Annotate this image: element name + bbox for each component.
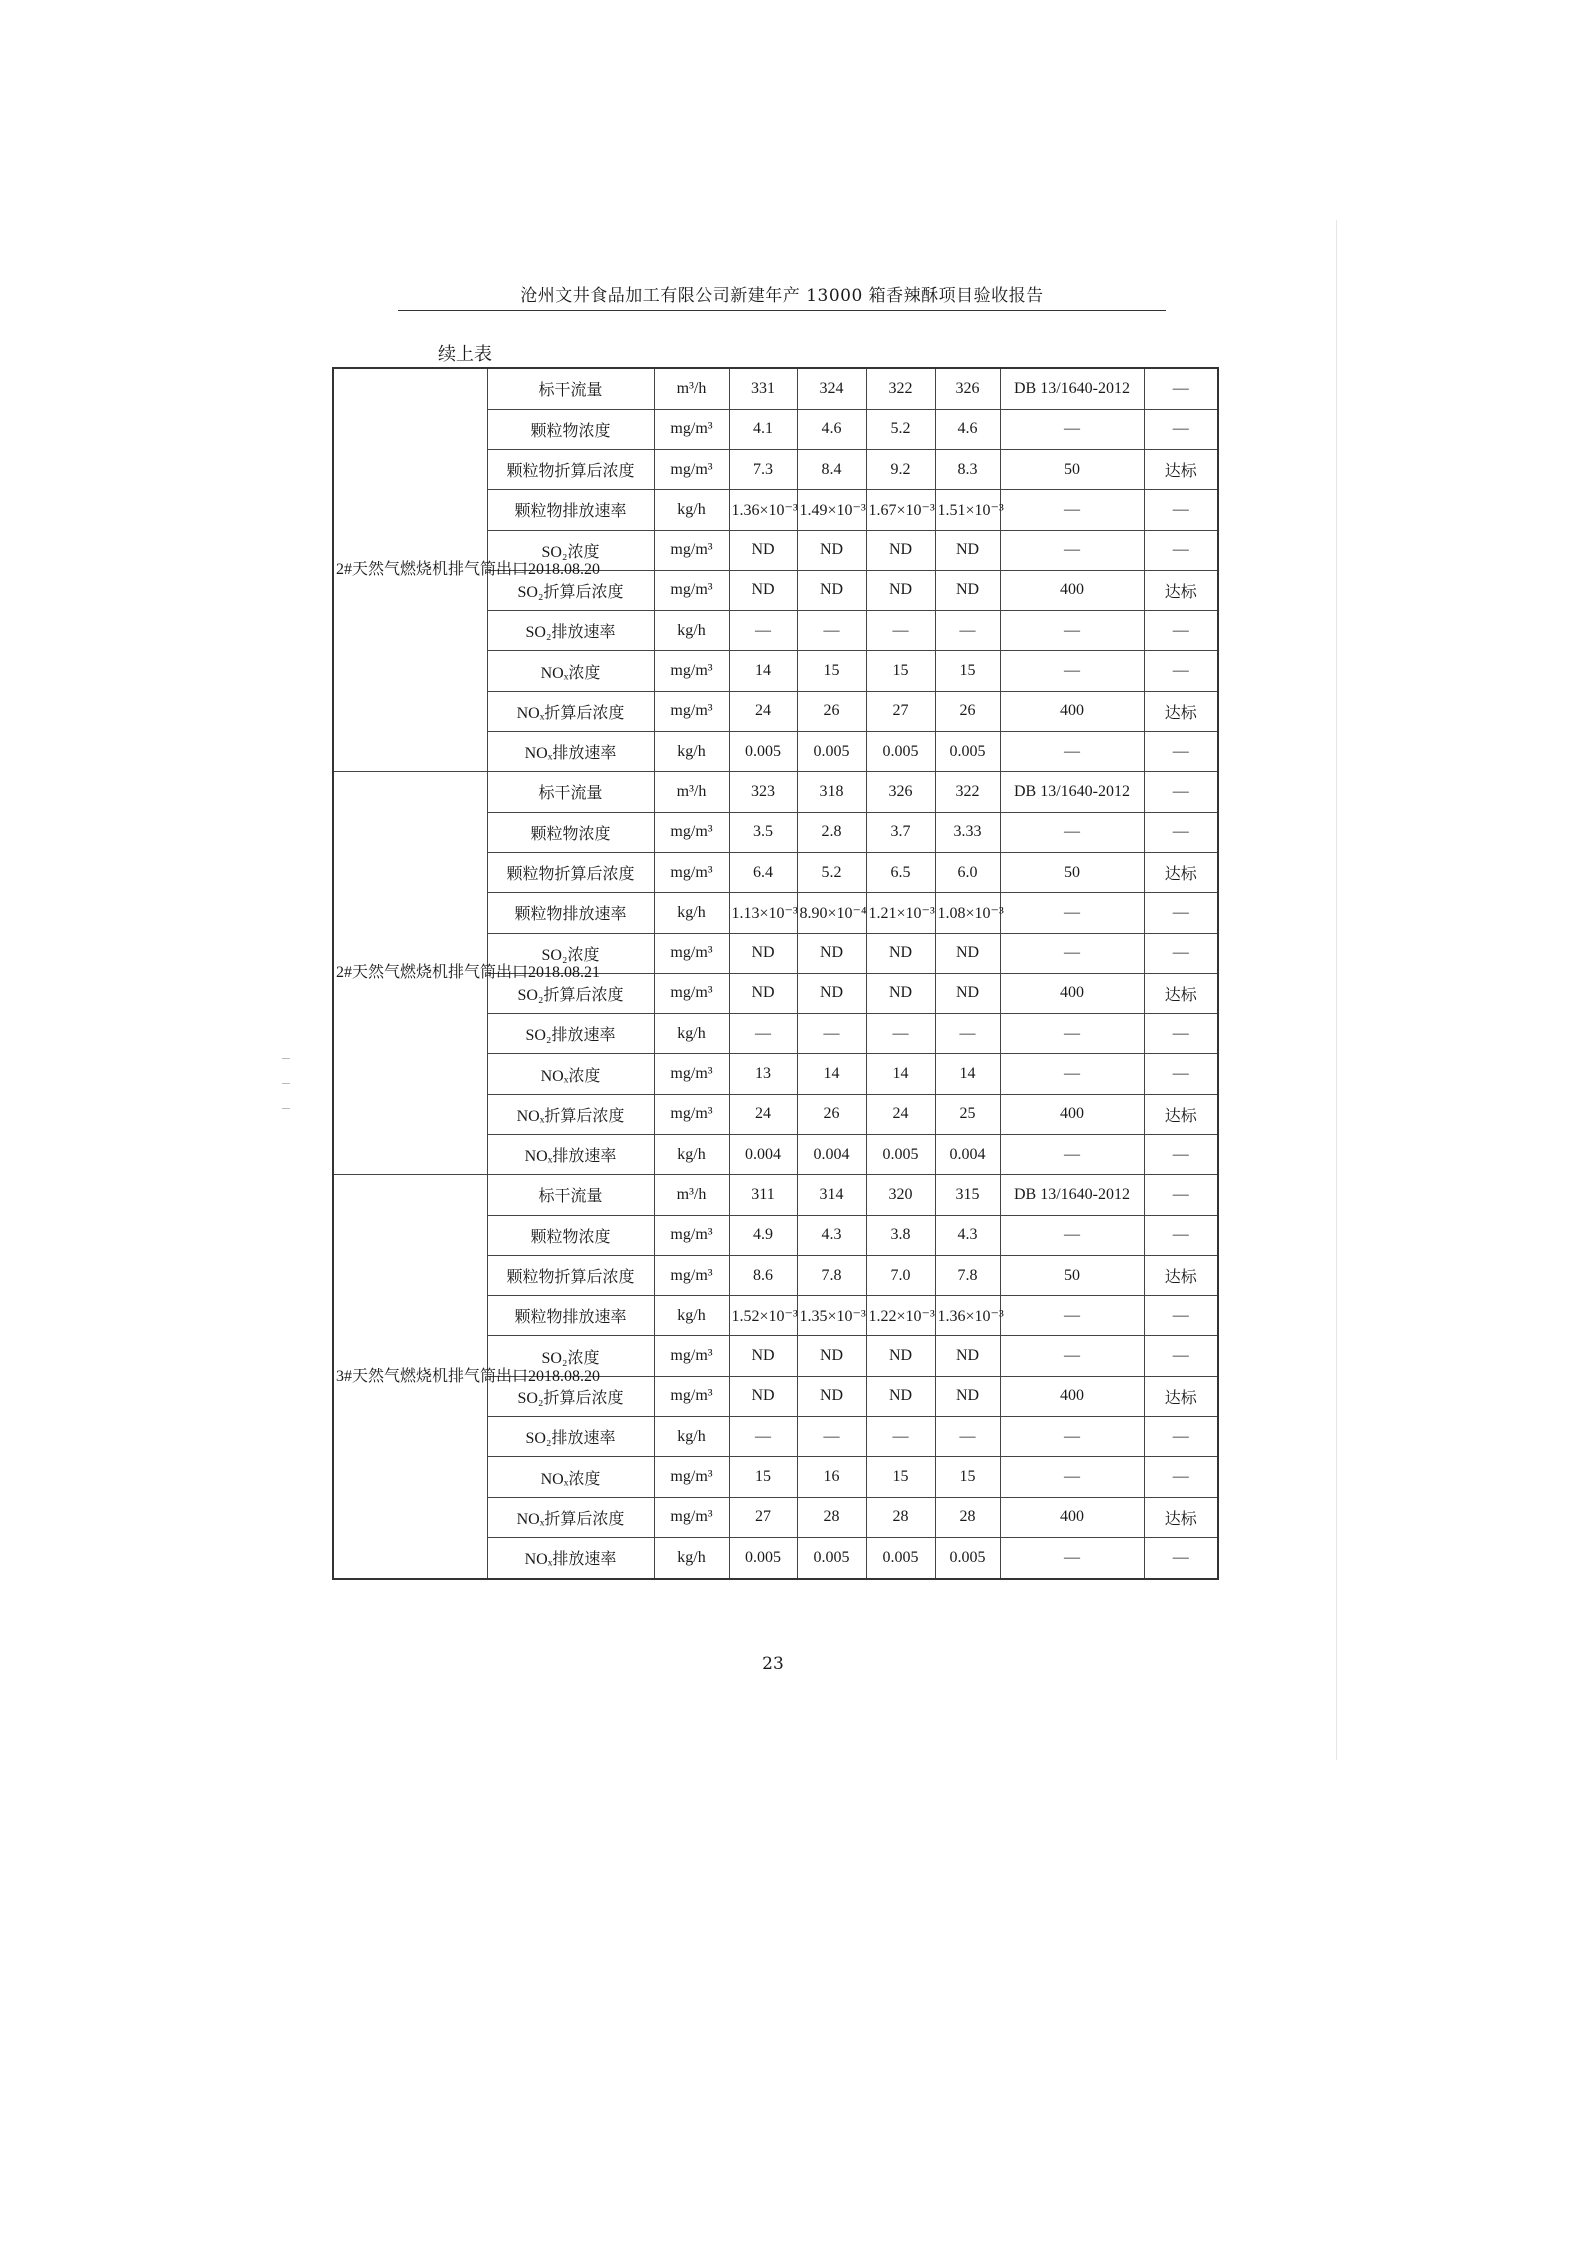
parameter-cell: NOₓ折算后浓度 bbox=[487, 691, 654, 731]
value-cell: 1.13×10⁻³ bbox=[729, 893, 797, 933]
result-cell: — bbox=[1144, 1537, 1218, 1579]
parameter-cell: 标干流量 bbox=[487, 368, 654, 409]
value-cell: 1.36×10⁻³ bbox=[935, 1296, 1000, 1336]
value-cell: 3.33 bbox=[935, 812, 1000, 852]
value-cell: 326 bbox=[866, 772, 935, 812]
result-cell: 达标 bbox=[1144, 691, 1218, 731]
value-cell: ND bbox=[797, 1376, 866, 1416]
value-cell: ND bbox=[866, 530, 935, 570]
value-cell: 1.21×10⁻³ bbox=[866, 893, 935, 933]
value-cell: 1.22×10⁻³ bbox=[866, 1296, 935, 1336]
limit-cell: — bbox=[1000, 1417, 1144, 1457]
limit-cell: 400 bbox=[1000, 973, 1144, 1013]
result-cell: — bbox=[1144, 1215, 1218, 1255]
value-cell: 15 bbox=[866, 651, 935, 691]
value-cell: 15 bbox=[935, 651, 1000, 691]
limit-cell: — bbox=[1000, 651, 1144, 691]
unit-cell: mg/m³ bbox=[654, 1094, 729, 1134]
value-cell: 7.8 bbox=[935, 1255, 1000, 1295]
limit-cell: — bbox=[1000, 490, 1144, 530]
value-cell: ND bbox=[935, 933, 1000, 973]
result-cell: — bbox=[1144, 530, 1218, 570]
value-cell: 3.7 bbox=[866, 812, 935, 852]
value-cell: 311 bbox=[729, 1175, 797, 1215]
limit-cell: — bbox=[1000, 1054, 1144, 1094]
unit-cell: kg/h bbox=[654, 893, 729, 933]
value-cell: 27 bbox=[866, 691, 935, 731]
value-cell: 5.2 bbox=[797, 852, 866, 892]
value-cell: — bbox=[866, 1014, 935, 1054]
parameter-cell: SO₂浓度 bbox=[487, 933, 654, 973]
value-cell: ND bbox=[729, 973, 797, 1013]
value-cell: ND bbox=[935, 1376, 1000, 1416]
value-cell: 314 bbox=[797, 1175, 866, 1215]
value-cell: 4.1 bbox=[729, 409, 797, 449]
result-cell: 达标 bbox=[1144, 449, 1218, 489]
unit-cell: kg/h bbox=[654, 1296, 729, 1336]
unit-cell: mg/m³ bbox=[654, 852, 729, 892]
value-cell: 4.3 bbox=[797, 1215, 866, 1255]
result-cell: — bbox=[1144, 812, 1218, 852]
value-cell: ND bbox=[797, 973, 866, 1013]
parameter-cell: SO₂折算后浓度 bbox=[487, 973, 654, 1013]
value-cell: — bbox=[797, 611, 866, 651]
limit-cell: DB 13/1640-2012 bbox=[1000, 1175, 1144, 1215]
unit-cell: mg/m³ bbox=[654, 812, 729, 852]
value-cell: — bbox=[935, 1014, 1000, 1054]
value-cell: 24 bbox=[729, 1094, 797, 1134]
value-cell: 8.90×10⁻⁴ bbox=[797, 893, 866, 933]
result-cell: — bbox=[1144, 1336, 1218, 1376]
parameter-cell: 颗粒物折算后浓度 bbox=[487, 1255, 654, 1295]
limit-cell: — bbox=[1000, 1014, 1144, 1054]
value-cell: 8.3 bbox=[935, 449, 1000, 489]
unit-cell: mg/m³ bbox=[654, 933, 729, 973]
unit-cell: mg/m³ bbox=[654, 1497, 729, 1537]
value-cell: 0.004 bbox=[935, 1134, 1000, 1174]
table-row bbox=[333, 1175, 1218, 1215]
value-cell: 0.005 bbox=[866, 1134, 935, 1174]
value-cell: 318 bbox=[797, 772, 866, 812]
parameter-cell: NOₓ折算后浓度 bbox=[487, 1497, 654, 1537]
value-cell: 6.0 bbox=[935, 852, 1000, 892]
result-cell: — bbox=[1144, 1054, 1218, 1094]
result-cell: — bbox=[1144, 611, 1218, 651]
result-cell: — bbox=[1144, 732, 1218, 772]
table-row bbox=[333, 772, 1218, 812]
limit-cell: 50 bbox=[1000, 1255, 1144, 1295]
value-cell: 324 bbox=[797, 368, 866, 409]
limit-cell: — bbox=[1000, 1134, 1144, 1174]
value-cell: 25 bbox=[935, 1094, 1000, 1134]
value-cell: 1.67×10⁻³ bbox=[866, 490, 935, 530]
scan-edge-line bbox=[1336, 220, 1337, 1760]
value-cell: 26 bbox=[797, 1094, 866, 1134]
value-cell: 4.3 bbox=[935, 1215, 1000, 1255]
result-cell: — bbox=[1144, 1457, 1218, 1497]
value-cell: 0.005 bbox=[797, 732, 866, 772]
limit-cell: DB 13/1640-2012 bbox=[1000, 368, 1144, 409]
value-cell: 24 bbox=[729, 691, 797, 731]
result-cell: — bbox=[1144, 933, 1218, 973]
value-cell: 0.005 bbox=[729, 732, 797, 772]
value-cell: ND bbox=[935, 973, 1000, 1013]
value-cell: 15 bbox=[935, 1457, 1000, 1497]
value-cell: ND bbox=[729, 933, 797, 973]
unit-cell: kg/h bbox=[654, 490, 729, 530]
unit-cell: mg/m³ bbox=[654, 973, 729, 1013]
unit-cell: mg/m³ bbox=[654, 570, 729, 610]
value-cell: ND bbox=[935, 1336, 1000, 1376]
page-number: 23 bbox=[762, 1654, 784, 1674]
limit-cell: — bbox=[1000, 933, 1144, 973]
parameter-cell: 颗粒物排放速率 bbox=[487, 490, 654, 530]
unit-cell: kg/h bbox=[654, 611, 729, 651]
value-cell: 3.8 bbox=[866, 1215, 935, 1255]
result-cell: 达标 bbox=[1144, 1497, 1218, 1537]
limit-cell: — bbox=[1000, 1537, 1144, 1579]
value-cell: ND bbox=[729, 1376, 797, 1416]
value-cell: 14 bbox=[797, 1054, 866, 1094]
unit-cell: m³/h bbox=[654, 1175, 729, 1215]
value-cell: 322 bbox=[866, 368, 935, 409]
value-cell: 1.36×10⁻³ bbox=[729, 490, 797, 530]
limit-cell: 400 bbox=[1000, 1094, 1144, 1134]
parameter-cell: NOₓ排放速率 bbox=[487, 1134, 654, 1174]
result-cell: 达标 bbox=[1144, 852, 1218, 892]
parameter-cell: 标干流量 bbox=[487, 772, 654, 812]
value-cell: 0.004 bbox=[797, 1134, 866, 1174]
parameter-cell: 颗粒物折算后浓度 bbox=[487, 449, 654, 489]
unit-cell: kg/h bbox=[654, 732, 729, 772]
limit-cell: 50 bbox=[1000, 449, 1144, 489]
unit-cell: mg/m³ bbox=[654, 651, 729, 691]
value-cell: ND bbox=[797, 1336, 866, 1376]
parameter-cell: 颗粒物浓度 bbox=[487, 1215, 654, 1255]
limit-cell: — bbox=[1000, 812, 1144, 852]
value-cell: 4.6 bbox=[935, 409, 1000, 449]
result-cell: — bbox=[1144, 409, 1218, 449]
unit-cell: mg/m³ bbox=[654, 1336, 729, 1376]
value-cell: 28 bbox=[935, 1497, 1000, 1537]
result-cell: 达标 bbox=[1144, 973, 1218, 1013]
limit-cell: — bbox=[1000, 1215, 1144, 1255]
limit-cell: 400 bbox=[1000, 1376, 1144, 1416]
page-header: 沧州文井食品加工有限公司新建年产 13000 箱香辣酥项目验收报告 bbox=[398, 281, 1166, 311]
monitoring-results-table bbox=[332, 367, 1219, 1580]
limit-cell: — bbox=[1000, 732, 1144, 772]
value-cell: 6.5 bbox=[866, 852, 935, 892]
value-cell: 315 bbox=[935, 1175, 1000, 1215]
parameter-cell: SO₂浓度 bbox=[487, 530, 654, 570]
unit-cell: mg/m³ bbox=[654, 1054, 729, 1094]
value-cell: — bbox=[935, 611, 1000, 651]
unit-cell: mg/m³ bbox=[654, 1457, 729, 1497]
value-cell: — bbox=[729, 1014, 797, 1054]
value-cell: 28 bbox=[797, 1497, 866, 1537]
limit-cell: — bbox=[1000, 1296, 1144, 1336]
value-cell: ND bbox=[935, 530, 1000, 570]
value-cell: 320 bbox=[866, 1175, 935, 1215]
value-cell: 26 bbox=[935, 691, 1000, 731]
limit-cell: — bbox=[1000, 611, 1144, 651]
result-cell: — bbox=[1144, 1134, 1218, 1174]
result-cell: 达标 bbox=[1144, 1376, 1218, 1416]
value-cell: 15 bbox=[729, 1457, 797, 1497]
parameter-cell: NOₓ浓度 bbox=[487, 1054, 654, 1094]
scan-mark bbox=[282, 1083, 290, 1084]
limit-cell: 50 bbox=[1000, 852, 1144, 892]
parameter-cell: NOₓ浓度 bbox=[487, 1457, 654, 1497]
sampling-location-cell: 2#天然气燃烧机排气筒出口2018.08.20 bbox=[333, 368, 487, 772]
scan-mark bbox=[282, 1108, 290, 1109]
parameter-cell: NOₓ排放速率 bbox=[487, 1537, 654, 1579]
value-cell: 3.5 bbox=[729, 812, 797, 852]
parameter-cell: NOₓ浓度 bbox=[487, 651, 654, 691]
value-cell: ND bbox=[866, 1376, 935, 1416]
sampling-location-cell: 3#天然气燃烧机排气筒出口2018.08.20 bbox=[333, 1175, 487, 1579]
value-cell: 13 bbox=[729, 1054, 797, 1094]
table-continued-note: 续上表 bbox=[438, 344, 492, 365]
limit-cell: — bbox=[1000, 893, 1144, 933]
parameter-cell: NOₓ排放速率 bbox=[487, 732, 654, 772]
unit-cell: m³/h bbox=[654, 772, 729, 812]
unit-cell: kg/h bbox=[654, 1417, 729, 1457]
result-cell: — bbox=[1144, 772, 1218, 812]
value-cell: 8.4 bbox=[797, 449, 866, 489]
value-cell: 7.8 bbox=[797, 1255, 866, 1295]
value-cell: 7.0 bbox=[866, 1255, 935, 1295]
value-cell: 331 bbox=[729, 368, 797, 409]
value-cell: 6.4 bbox=[729, 852, 797, 892]
value-cell: 0.005 bbox=[866, 1537, 935, 1579]
value-cell: 8.6 bbox=[729, 1255, 797, 1295]
unit-cell: kg/h bbox=[654, 1014, 729, 1054]
value-cell: 15 bbox=[866, 1457, 935, 1497]
value-cell: ND bbox=[729, 1336, 797, 1376]
value-cell: — bbox=[935, 1417, 1000, 1457]
limit-cell: — bbox=[1000, 409, 1144, 449]
value-cell: 0.005 bbox=[797, 1537, 866, 1579]
result-cell: — bbox=[1144, 1296, 1218, 1336]
limit-cell: DB 13/1640-2012 bbox=[1000, 772, 1144, 812]
value-cell: 1.08×10⁻³ bbox=[935, 893, 1000, 933]
value-cell: ND bbox=[866, 933, 935, 973]
value-cell: — bbox=[866, 1417, 935, 1457]
limit-cell: — bbox=[1000, 530, 1144, 570]
parameter-cell: 颗粒物折算后浓度 bbox=[487, 852, 654, 892]
parameter-cell: SO₂浓度 bbox=[487, 1336, 654, 1376]
unit-cell: mg/m³ bbox=[654, 409, 729, 449]
value-cell: ND bbox=[729, 570, 797, 610]
value-cell: 0.005 bbox=[866, 732, 935, 772]
value-cell: 28 bbox=[866, 1497, 935, 1537]
parameter-cell: SO₂折算后浓度 bbox=[487, 570, 654, 610]
limit-cell: — bbox=[1000, 1457, 1144, 1497]
limit-cell: — bbox=[1000, 1336, 1144, 1376]
value-cell: — bbox=[729, 1417, 797, 1457]
value-cell: ND bbox=[935, 570, 1000, 610]
parameter-cell: 颗粒物浓度 bbox=[487, 409, 654, 449]
value-cell: 4.9 bbox=[729, 1215, 797, 1255]
value-cell: 26 bbox=[797, 691, 866, 731]
value-cell: 7.3 bbox=[729, 449, 797, 489]
value-cell: 16 bbox=[797, 1457, 866, 1497]
unit-cell: mg/m³ bbox=[654, 1215, 729, 1255]
result-cell: 达标 bbox=[1144, 1255, 1218, 1295]
value-cell: 9.2 bbox=[866, 449, 935, 489]
value-cell: 27 bbox=[729, 1497, 797, 1537]
result-cell: 达标 bbox=[1144, 570, 1218, 610]
value-cell: 1.52×10⁻³ bbox=[729, 1296, 797, 1336]
result-cell: — bbox=[1144, 1014, 1218, 1054]
value-cell: ND bbox=[797, 933, 866, 973]
result-cell: 达标 bbox=[1144, 1094, 1218, 1134]
value-cell: ND bbox=[866, 1336, 935, 1376]
value-cell: ND bbox=[866, 570, 935, 610]
limit-cell: 400 bbox=[1000, 691, 1144, 731]
limit-cell: 400 bbox=[1000, 570, 1144, 610]
value-cell: 0.005 bbox=[935, 732, 1000, 772]
result-cell: — bbox=[1144, 1175, 1218, 1215]
parameter-cell: SO₂折算后浓度 bbox=[487, 1376, 654, 1416]
parameter-cell: SO₂排放速率 bbox=[487, 1014, 654, 1054]
value-cell: 14 bbox=[729, 651, 797, 691]
value-cell: 322 bbox=[935, 772, 1000, 812]
value-cell: 0.005 bbox=[729, 1537, 797, 1579]
value-cell: 0.004 bbox=[729, 1134, 797, 1174]
parameter-cell: NOₓ折算后浓度 bbox=[487, 1094, 654, 1134]
unit-cell: m³/h bbox=[654, 368, 729, 409]
result-cell: — bbox=[1144, 1417, 1218, 1457]
result-cell: — bbox=[1144, 490, 1218, 530]
value-cell: — bbox=[797, 1014, 866, 1054]
parameter-cell: 颗粒物浓度 bbox=[487, 812, 654, 852]
value-cell: 24 bbox=[866, 1094, 935, 1134]
value-cell: ND bbox=[797, 570, 866, 610]
value-cell: ND bbox=[866, 973, 935, 1013]
value-cell: — bbox=[797, 1417, 866, 1457]
parameter-cell: SO₂排放速率 bbox=[487, 611, 654, 651]
table-row bbox=[333, 368, 1218, 409]
scan-mark bbox=[282, 1058, 290, 1059]
value-cell: 1.51×10⁻³ bbox=[935, 490, 1000, 530]
parameter-cell: SO₂排放速率 bbox=[487, 1417, 654, 1457]
result-cell: — bbox=[1144, 893, 1218, 933]
value-cell: 326 bbox=[935, 368, 1000, 409]
value-cell: 323 bbox=[729, 772, 797, 812]
unit-cell: mg/m³ bbox=[654, 1255, 729, 1295]
value-cell: — bbox=[866, 611, 935, 651]
parameter-cell: 颗粒物排放速率 bbox=[487, 893, 654, 933]
parameter-cell: 颗粒物排放速率 bbox=[487, 1296, 654, 1336]
sampling-location-cell: 2#天然气燃烧机排气筒出口2018.08.21 bbox=[333, 772, 487, 1175]
limit-cell: 400 bbox=[1000, 1497, 1144, 1537]
value-cell: ND bbox=[797, 530, 866, 570]
result-cell: — bbox=[1144, 368, 1218, 409]
value-cell: 1.49×10⁻³ bbox=[797, 490, 866, 530]
parameter-cell: 标干流量 bbox=[487, 1175, 654, 1215]
unit-cell: mg/m³ bbox=[654, 449, 729, 489]
value-cell: 2.8 bbox=[797, 812, 866, 852]
unit-cell: mg/m³ bbox=[654, 1376, 729, 1416]
unit-cell: mg/m³ bbox=[654, 530, 729, 570]
unit-cell: kg/h bbox=[654, 1134, 729, 1174]
value-cell: 14 bbox=[866, 1054, 935, 1094]
value-cell: 1.35×10⁻³ bbox=[797, 1296, 866, 1336]
unit-cell: mg/m³ bbox=[654, 691, 729, 731]
value-cell: 4.6 bbox=[797, 409, 866, 449]
value-cell: — bbox=[729, 611, 797, 651]
value-cell: 15 bbox=[797, 651, 866, 691]
value-cell: ND bbox=[729, 530, 797, 570]
value-cell: 5.2 bbox=[866, 409, 935, 449]
result-cell: — bbox=[1144, 651, 1218, 691]
value-cell: 0.005 bbox=[935, 1537, 1000, 1579]
value-cell: 14 bbox=[935, 1054, 1000, 1094]
unit-cell: kg/h bbox=[654, 1537, 729, 1579]
